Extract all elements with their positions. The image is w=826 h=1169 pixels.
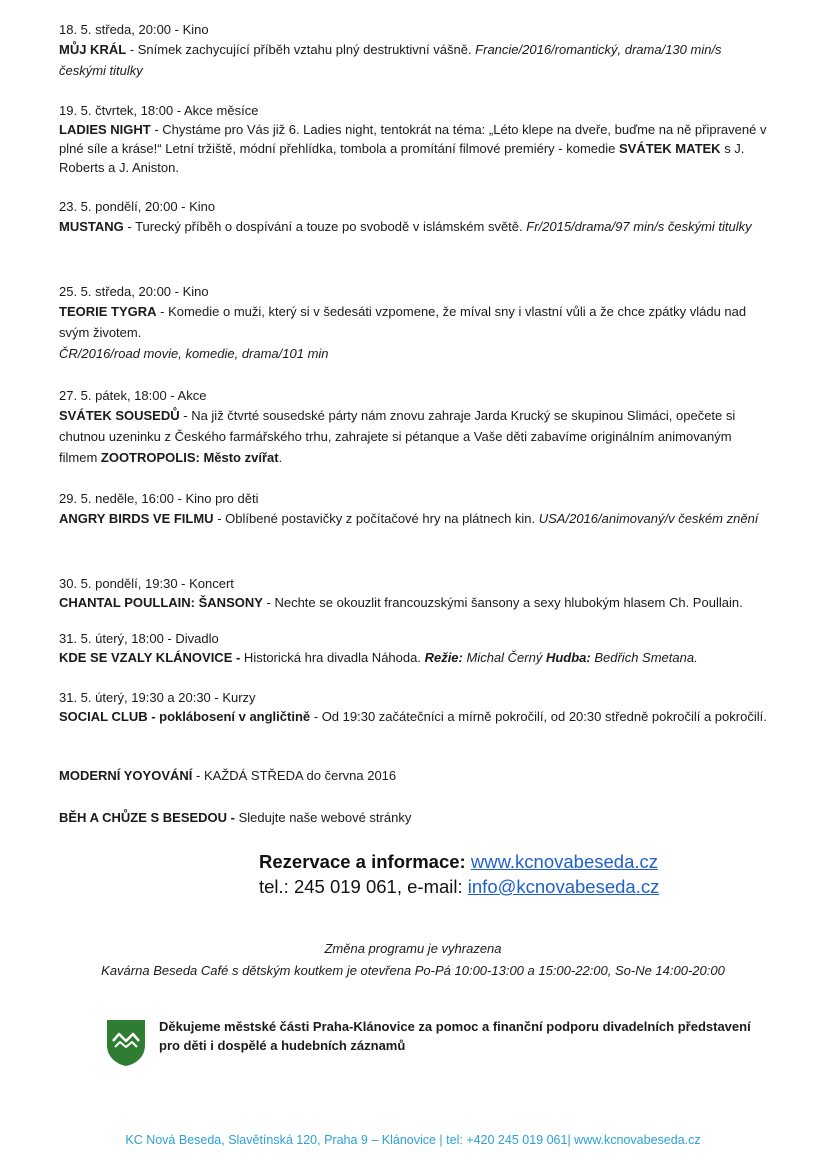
event-heading: 23. 5. pondělí, 20:00 - Kino bbox=[59, 199, 216, 214]
event-description: - Nechte se okouzlit francouzskými šansony a sexy hlubokým hlasem Ch. Poullain. bbox=[262, 595, 743, 610]
event-item bbox=[59, 489, 769, 529]
event-meta: ČR/2016/road movie, komedie, drama/101 min bbox=[59, 346, 329, 361]
event-item bbox=[59, 766, 769, 785]
event-title: BĚH A CHŮZE S BESEDOU - bbox=[59, 810, 235, 825]
credit-label: Hudba: bbox=[545, 650, 591, 665]
event-description-tail: s J. Roberts a J. Aniston. bbox=[59, 141, 745, 175]
event-title: SOCIAL CLUB - poklábosení v angličtině bbox=[59, 709, 311, 724]
event-film-title: SVÁTEK MATEK bbox=[618, 141, 721, 156]
event-heading: 31. 5. úterý, 19:30 a 20:30 - Kurzy bbox=[59, 690, 256, 705]
thanks-text: Děkujeme městské části Praha-Klánovice za pomoc a finanční podporu divadelních představení pro děti i dospělé a hudebních záznamů bbox=[159, 1019, 751, 1053]
credit-value: Michal Černý bbox=[462, 650, 546, 665]
credit-value: Bedřich Smetana. bbox=[590, 650, 698, 665]
event-description: - Chystáme pro Vás již 6. Ladies night, tentokrát na téma: „Léto klepe na dveře, buďme na ně připravené v plné síle a kráse!“ Letní tržiště, módní přehlídka, tombola a promítání filmové premiéry - komedie bbox=[59, 122, 767, 156]
footer-address: KC Nová Beseda, Slavětínská 120, Praha 9 – Klánovice | tel: +420 245 019 061| www.kcnovabeseda.cz bbox=[125, 1133, 701, 1147]
event-heading: 29. 5. neděle, 16:00 - Kino pro děti bbox=[59, 491, 259, 506]
event-meta: Fr/2015/drama/97 min/s českými titulky bbox=[526, 219, 752, 234]
event-description: - Turecký příběh o dospívání a touze po svobodě v islámském světě. bbox=[123, 219, 527, 234]
event-item bbox=[59, 629, 769, 667]
event-description: Historická hra divadla Náhoda. bbox=[240, 650, 425, 665]
event-description: - Oblíbené postavičky z počítačové hry na plátnech kin. bbox=[213, 511, 539, 526]
event-heading: 18. 5. středa, 20:00 - Kino bbox=[59, 22, 209, 37]
cafe-hours-notice: Kavárna Beseda Café s dětským koutkem je otevřena Po-Pá 10:00-13:00 a 15:00-22:00, So-Ne 14:00-20:00 bbox=[101, 963, 725, 978]
event-item bbox=[59, 282, 769, 364]
website-link[interactable]: www.kcnovabeseda.cz bbox=[470, 851, 658, 872]
program-change-notice: Změna programu je vyhrazena bbox=[324, 941, 502, 956]
event-title: MUSTANG bbox=[59, 219, 124, 234]
credit-label: Režie: bbox=[424, 650, 463, 665]
event-description: - Snímek zachycující příběh vztahu plný destruktivní vášně. bbox=[126, 42, 476, 57]
event-title: MODERNÍ YOYOVÁNÍ bbox=[59, 768, 193, 783]
event-meta: Francie/2016/romantický, drama/130 min/s českými titulky bbox=[59, 42, 722, 78]
contact-block bbox=[259, 849, 659, 899]
reservation-label: Rezervace a informace: bbox=[259, 851, 466, 872]
event-item bbox=[59, 688, 769, 726]
event-description: Sledujte naše webové stránky bbox=[235, 810, 412, 825]
email-link[interactable]: info@kcnovabeseda.cz bbox=[467, 876, 660, 897]
event-title: TEORIE TYGRA bbox=[59, 304, 157, 319]
event-heading: 31. 5. úterý, 18:00 - Divadlo bbox=[59, 631, 219, 646]
event-description: - KAŽDÁ STŘEDA do června 2016 bbox=[192, 768, 397, 783]
event-film-title: ZOOTROPOLIS: Město zvířat bbox=[100, 450, 279, 465]
event-item bbox=[59, 197, 769, 237]
event-item bbox=[59, 808, 769, 827]
event-heading: 25. 5. středa, 20:00 - Kino bbox=[59, 284, 209, 299]
event-item bbox=[59, 386, 769, 468]
phone-text: tel.: 245 019 061, e-mail: bbox=[259, 876, 468, 897]
event-title: KDE SE VZALY KLÁNOVICE - bbox=[59, 650, 241, 665]
event-description: - Od 19:30 začátečníci a mírně pokročilí, od 20:30 středně pokročilí a pokročilí. bbox=[310, 709, 767, 724]
event-meta: USA/2016/animovaný/v českém znění bbox=[538, 511, 759, 526]
klanovice-coat-of-arms-icon bbox=[106, 1019, 146, 1067]
event-title: LADIES NIGHT bbox=[59, 122, 151, 137]
event-item bbox=[59, 101, 769, 177]
event-item bbox=[59, 20, 769, 81]
event-title: SVÁTEK SOUSEDŮ bbox=[59, 408, 180, 423]
event-title: ANGRY BIRDS VE FILMU bbox=[59, 511, 214, 526]
event-heading: 27. 5. pátek, 18:00 - Akce bbox=[59, 388, 207, 403]
event-description: - Na již čtvrté sousedské párty nám znovu zahraje Jarda Krucký se skupinou Slimáci, opečete si chutnou uzeninku z Českého farmářského trhu, zahrajete si pétanque a Vaše děti zabavíme originálním animovaným filmem bbox=[59, 408, 736, 465]
event-description: - Komedie o muži, který si v šedesáti vzpomene, že míval sny i vlastní vůli a že chce zpátky vládu nad svým životem. bbox=[59, 304, 747, 340]
event-heading: 19. 5. čtvrtek, 18:00 - Akce měsíce bbox=[59, 103, 259, 118]
phone-email-line bbox=[259, 874, 659, 899]
event-item bbox=[59, 574, 769, 612]
event-heading: 30. 5. pondělí, 19:30 - Koncert bbox=[59, 576, 234, 591]
event-description-tail: . bbox=[278, 450, 283, 465]
event-title: CHANTAL POULLAIN: ŠANSONY bbox=[59, 595, 263, 610]
reservation-line bbox=[259, 849, 659, 874]
event-title: MŮJ KRÁL bbox=[59, 42, 127, 57]
